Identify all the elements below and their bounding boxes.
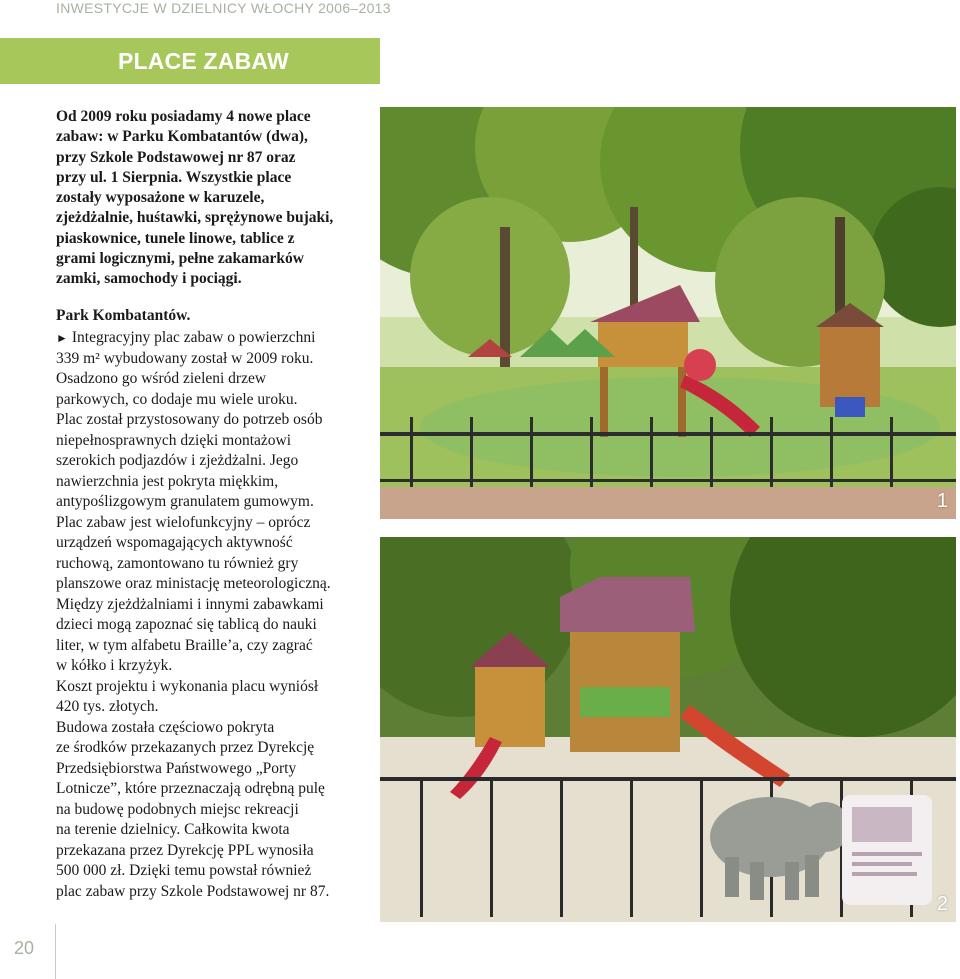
body-line: na budowę podobnych miejsc rekreacji [56,800,299,818]
body-line: liter, w tym alfabetu Braille’a, czy zagrać [56,636,313,654]
page-divider [55,924,56,979]
body-first-line [56,328,361,349]
body-line: parkowych, co dodaje mu wiele uroku. [56,390,298,408]
body-line: 500 000 zł. Dzięki temu powstał również [56,862,312,879]
section-title: PLACE ZABAW [118,48,289,74]
photo-playground-1 [380,107,956,519]
playground-illustration-1 [380,107,956,519]
lead-line: grami logicznymi, pełne zakamarków [56,250,304,268]
body-line: Plac zabaw jest wielofunkcyjny – oprócz [56,513,311,531]
body-line: nawierzchnia jest pokryta miękkim, [56,472,279,490]
playground-illustration-2 [380,537,956,922]
photo-number: 1 [936,490,948,512]
park-heading: Park Kombatantów. [56,307,191,324]
body-line: Przedsiębiorstwa Państwowego „Porty [56,759,297,777]
lead-line: zamki, samochody i pociągi. [56,270,242,288]
body-line: na terenie dzielnicy. Całkowita kwota [56,821,290,838]
body-line: Budowa została częściowo pokryta [56,718,275,736]
body-line: plac zabaw przy Szkole Podstawowej nr 87. [56,882,330,900]
page-number: 20 [14,938,35,958]
lead-paragraph [56,107,356,290]
body-line: Lotnicze”, które przeznaczają odrębną pulę [56,780,325,797]
lead-line: Od 2009 roku posiadamy 4 nowe place [56,108,311,125]
body-line: w kółko i krzyżyk. [56,657,173,674]
body-line: Integracyjny plac zabaw o powierzchni [71,329,316,346]
running-title: INWESTYCJE W DZIELNICY WŁOCHY 2006–2013 [56,0,391,16]
body-line: przekazana przez Dyrekcję PPL wynosiła [56,841,314,859]
body-line: urządzeń wspomagających aktywność [56,534,293,551]
lead-line: zabaw: w Parku Kombatantów (dwa), [56,128,308,146]
body-text [56,328,361,902]
photo-playground-2 [380,537,956,922]
body-line: 339 m² wybudowany został w 2009 roku. [56,349,314,367]
body-line: ruchową, zamontowano tu również gry [56,554,299,572]
body-line: Między zjeżdżalniami i innymi zabawkami [56,595,324,613]
body-line: szerokich podjazdów i zjeżdżalni. Jego [56,452,299,469]
body-line: niepełnosprawnych dzięki montażowi [56,431,292,449]
body-line: Osadzono go wśród zieleni drzew [56,370,267,387]
body-line: dzieci mogą zapoznać się tablicą do nauki [56,616,317,633]
photo-number: 2 [936,893,948,915]
lead-line: piaskownice, tunele linowe, tablice z [56,229,295,247]
bullet-icon: ► [56,331,68,345]
body-line: ze środków przekazanych przez Dyrekcję [56,739,315,756]
lead-line: przy ul. 1 Sierpnia. Wszystkie place [56,168,292,186]
body-line: antypoślizgowym granulatem gumowym. [56,493,314,510]
body-line: 420 tys. złotych. [56,698,159,715]
lead-line: zostały wyposażone w karuzele, [56,189,265,207]
body-line: planszowe oraz ministację meteorologiczną. [56,575,331,592]
body-line: Koszt projektu i wykonania placu wyniósł [56,677,319,695]
lead-line: przy Szkole Podstawowej nr 87 oraz [56,148,296,166]
lead-line: zjeżdżalnie, huśtawki, sprężynowe bujaki, [56,209,334,227]
body-line: Plac został przystosowany do potrzeb osób [56,411,323,428]
